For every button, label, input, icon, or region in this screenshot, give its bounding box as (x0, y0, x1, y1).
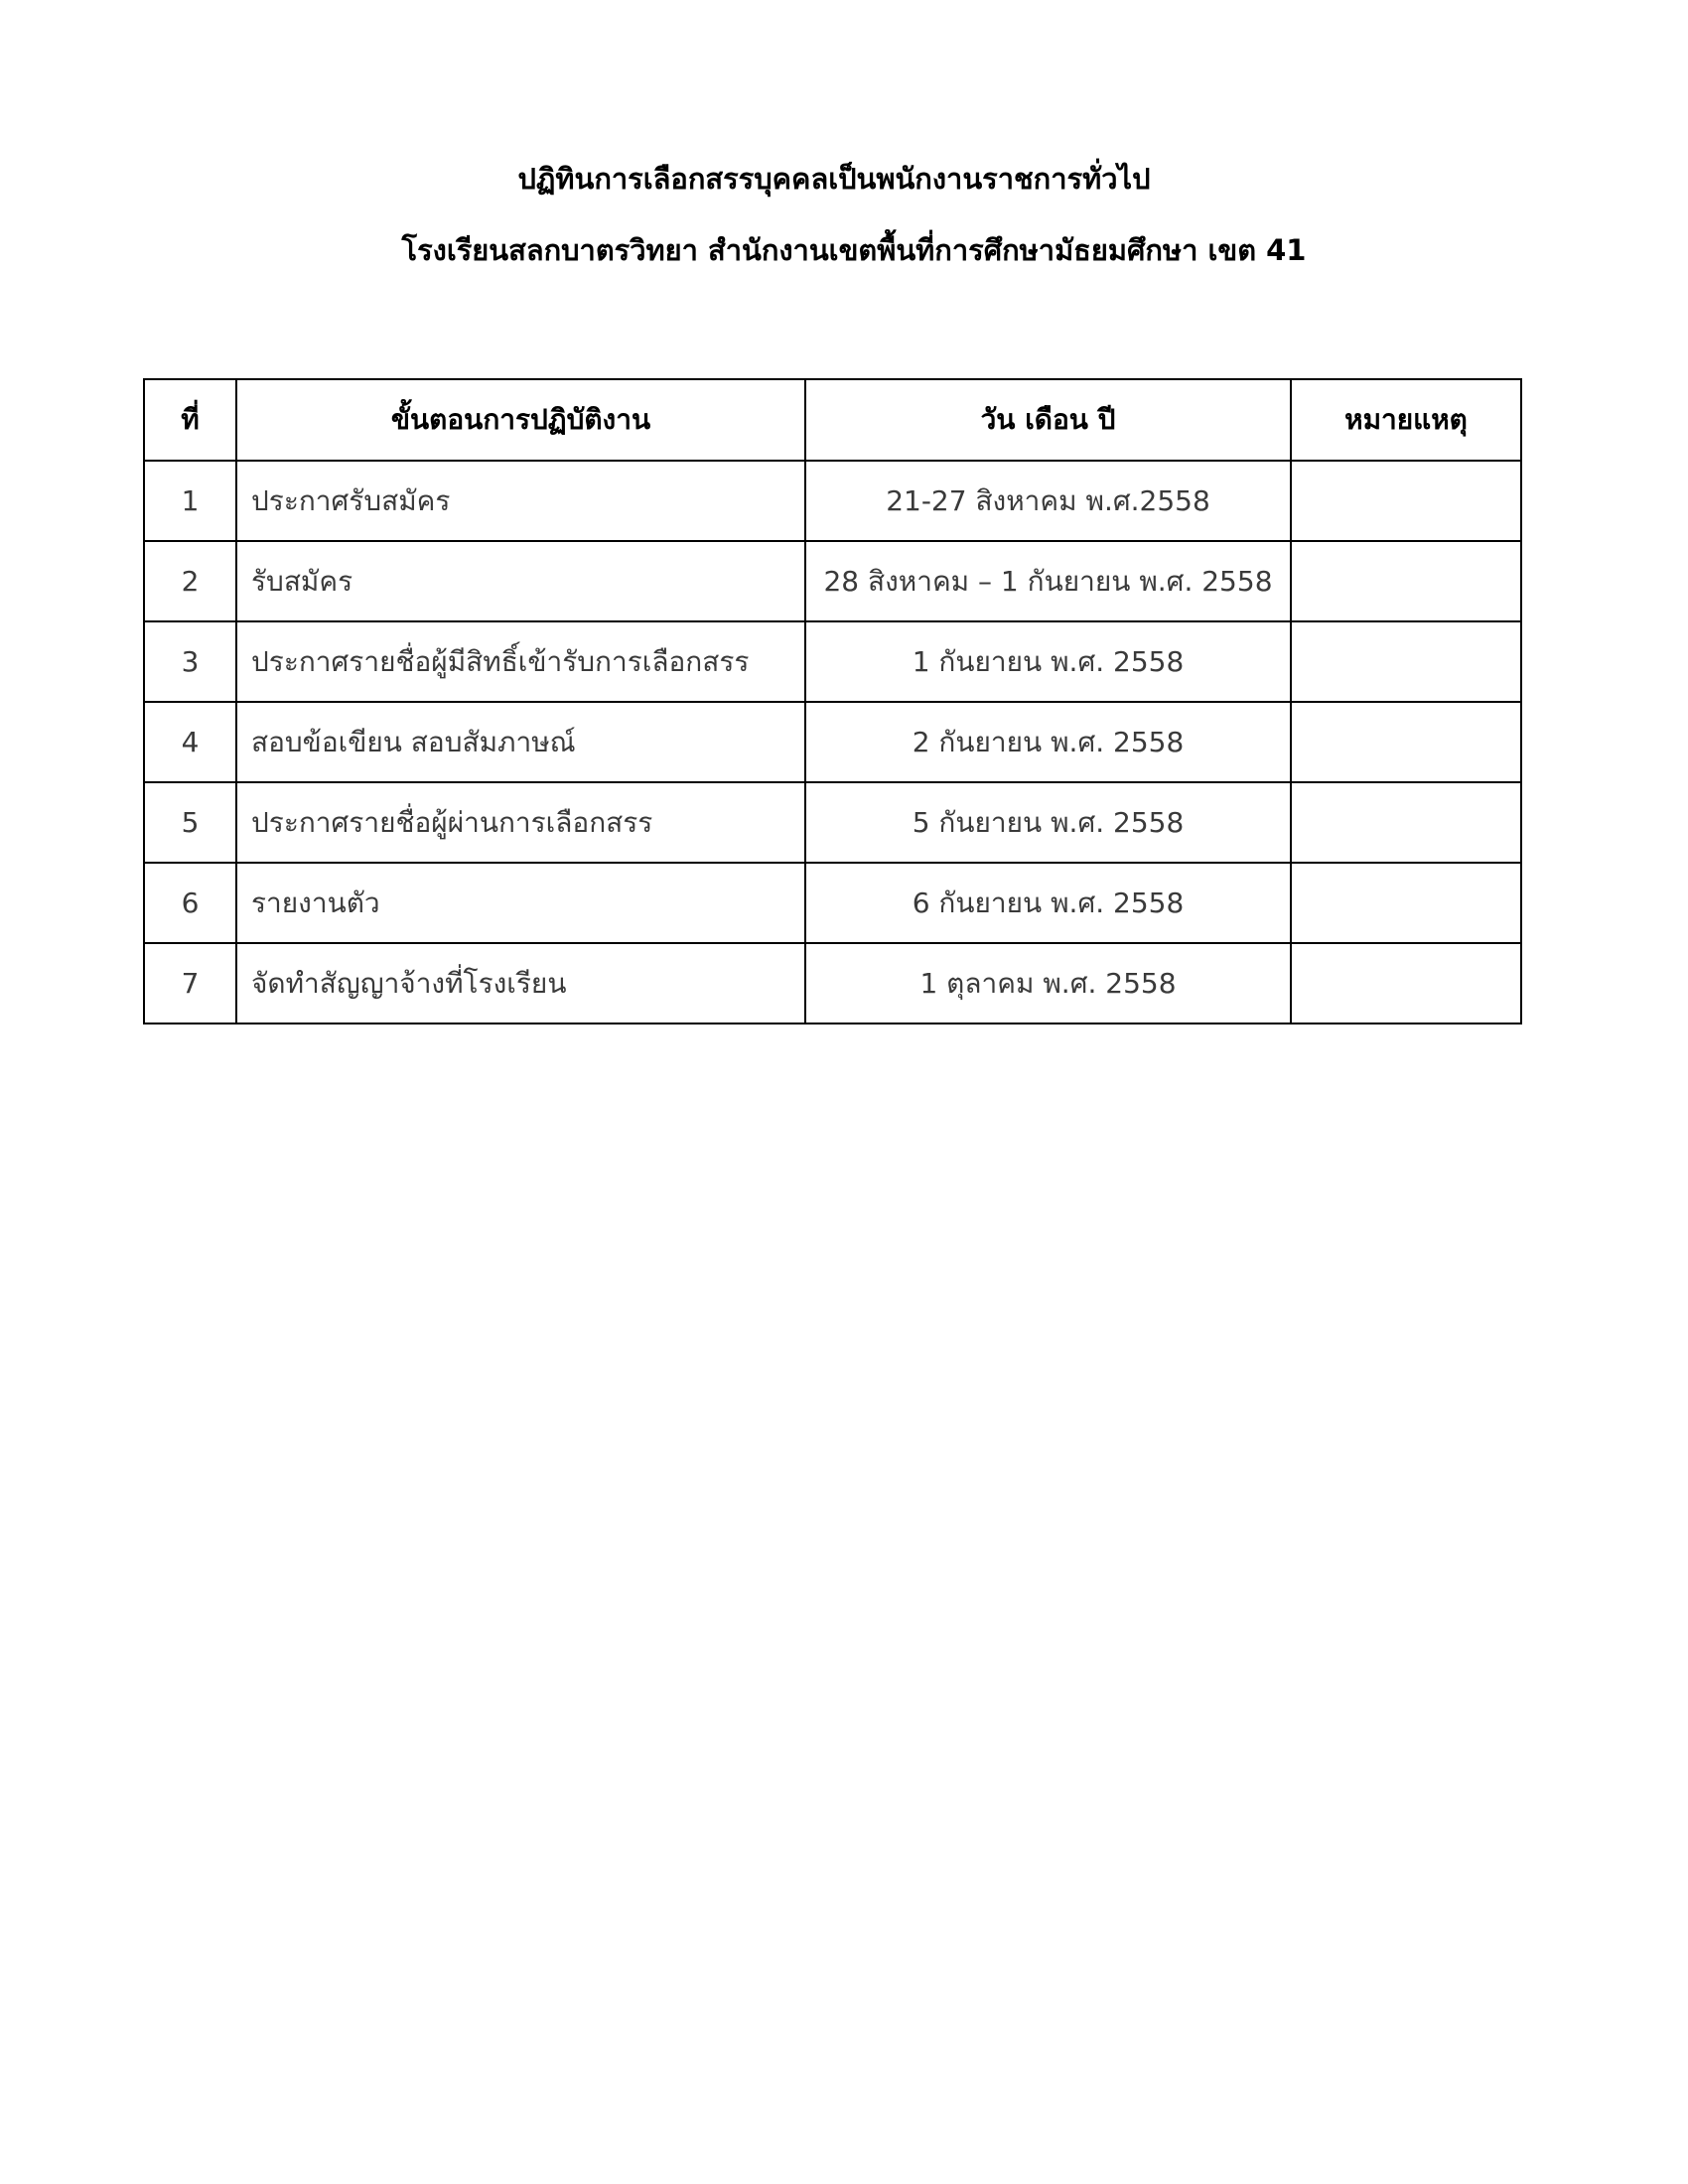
cell-note (1291, 782, 1521, 863)
cell-step: รับสมัคร (236, 541, 805, 621)
cell-date: 21-27 สิงหาคม พ.ศ.2558 (805, 461, 1291, 541)
table-row (144, 702, 1521, 782)
document-subtitle: โรงเรียนสลกบาตรวิทยา สำนักงานเขตพื้นที่การศึกษามัธยมศึกษา เขต 41 (401, 233, 1307, 267)
cell-date: 5 กันยายน พ.ศ. 2558 (805, 782, 1291, 863)
cell-date: 1 ตุลาคม พ.ศ. 2558 (805, 943, 1291, 1024)
cell-step: ประกาศรายชื่อผู้มีสิทธิ์เข้ารับการเลือกสรร (236, 621, 805, 702)
cell-note (1291, 702, 1521, 782)
table-row (144, 943, 1521, 1024)
cell-step: ประกาศรับสมัคร (236, 461, 805, 541)
cell-no: 3 (144, 621, 236, 702)
document-title: ปฏิทินการเลือกสรรบุคคลเป็นพนักงานราชการทั่วไป (517, 162, 1151, 196)
cell-note (1291, 461, 1521, 541)
table-row (144, 461, 1521, 541)
table-row (144, 782, 1521, 863)
cell-no: 5 (144, 782, 236, 863)
cell-date: 6 กันยายน พ.ศ. 2558 (805, 863, 1291, 943)
cell-no: 6 (144, 863, 236, 943)
schedule-table (143, 378, 1522, 1024)
cell-note (1291, 863, 1521, 943)
table-row (144, 863, 1521, 943)
cell-no: 4 (144, 702, 236, 782)
cell-step: สอบข้อเขียน สอบสัมภาษณ์ (236, 702, 805, 782)
cell-date: 1 กันยายน พ.ศ. 2558 (805, 621, 1291, 702)
table-row (144, 621, 1521, 702)
cell-no: 1 (144, 461, 236, 541)
header-note: หมายแหตุ (1291, 379, 1521, 461)
header-no: ที่ (144, 379, 236, 461)
cell-date: 2 กันยายน พ.ศ. 2558 (805, 702, 1291, 782)
header-date: วัน เดือน ปี (805, 379, 1291, 461)
cell-date: 28 สิงหาคม – 1 กันยายน พ.ศ. 2558 (805, 541, 1291, 621)
cell-no: 7 (144, 943, 236, 1024)
header-step: ขั้นตอนการปฏิบัติงาน (236, 379, 805, 461)
cell-step: ประกาศรายชื่อผู้ผ่านการเลือกสรร (236, 782, 805, 863)
cell-note (1291, 943, 1521, 1024)
cell-note (1291, 541, 1521, 621)
cell-step: จัดทำสัญญาจ้างที่โรงเรียน (236, 943, 805, 1024)
cell-note (1291, 621, 1521, 702)
cell-step: รายงานตัว (236, 863, 805, 943)
table-header-row (144, 379, 1521, 461)
table-row (144, 541, 1521, 621)
cell-no: 2 (144, 541, 236, 621)
title-block (0, 159, 1688, 270)
